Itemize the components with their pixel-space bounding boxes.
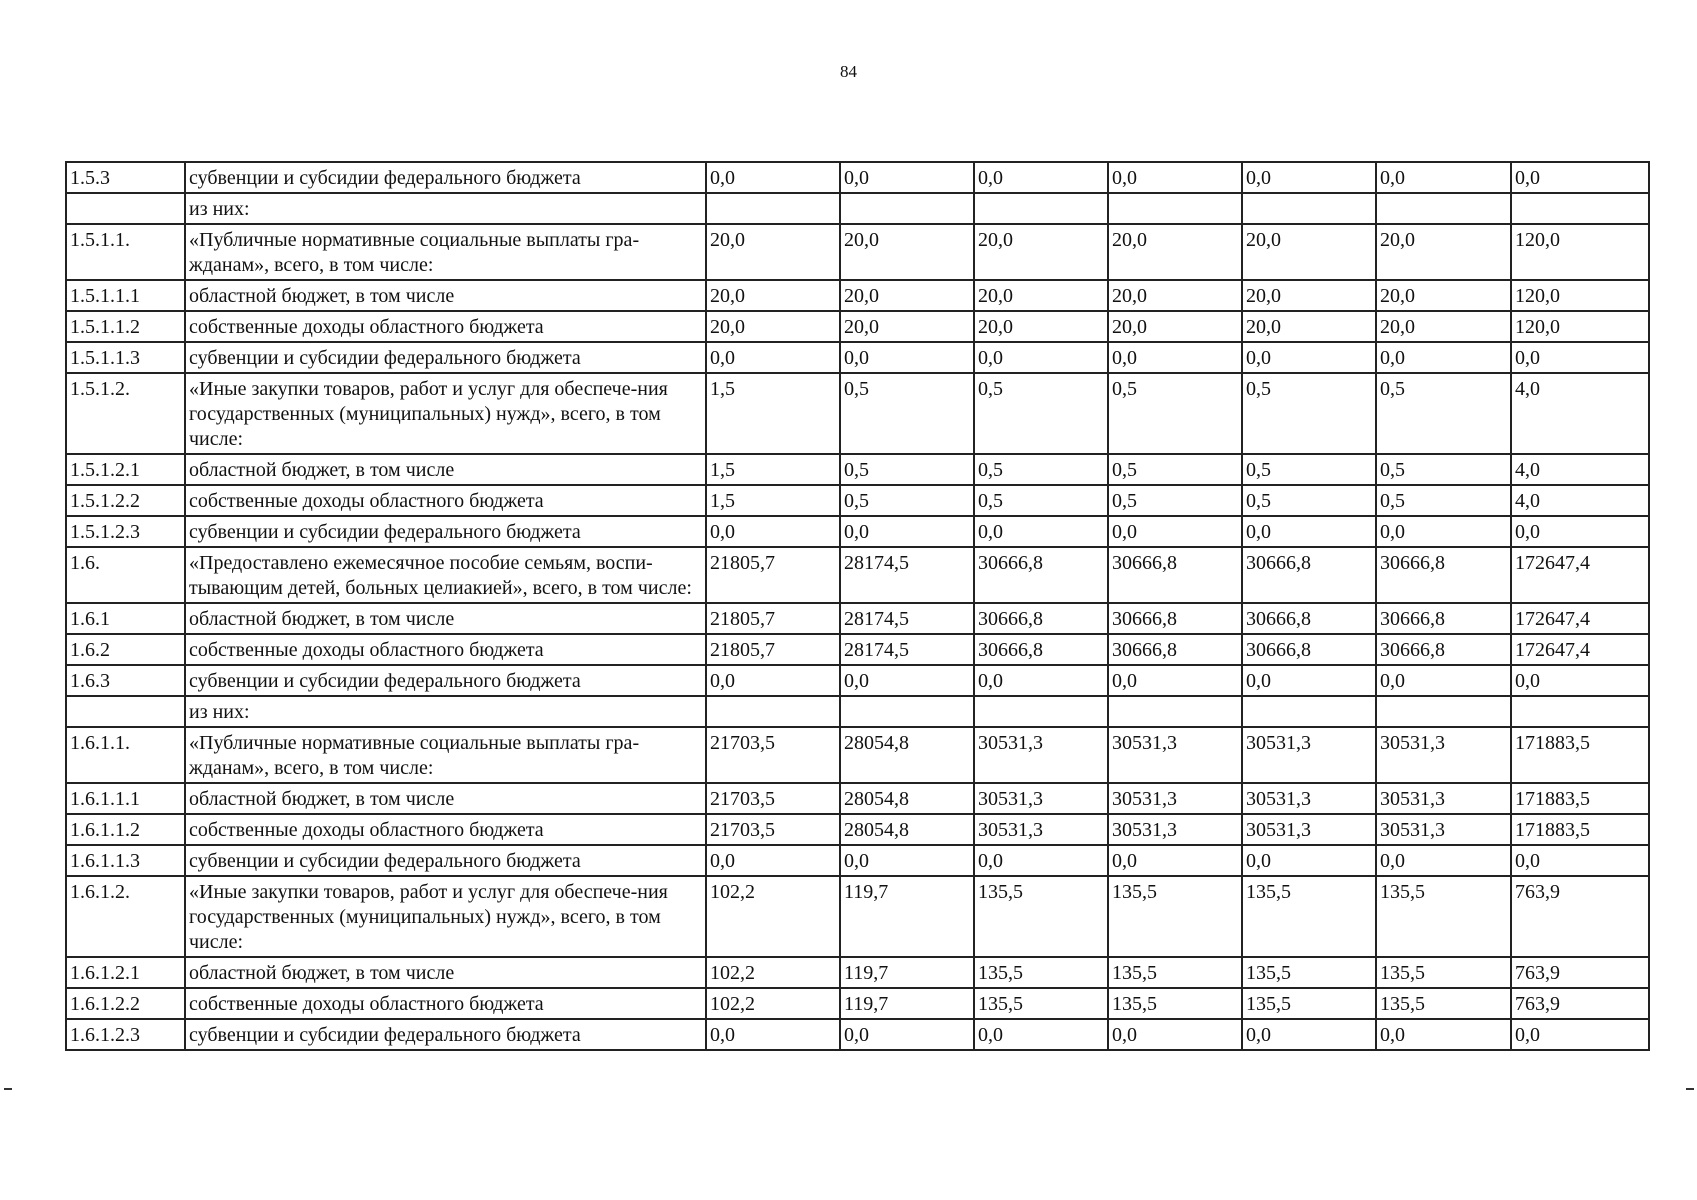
value-cell: 0,0 (974, 342, 1108, 373)
value-cell: 135,5 (1242, 876, 1376, 957)
value-cell: 0,0 (1511, 516, 1649, 547)
value-cell: 135,5 (1376, 957, 1511, 988)
value-cell: 102,2 (706, 988, 840, 1019)
row-code: 1.5.3 (66, 162, 185, 193)
value-cell: 135,5 (1376, 988, 1511, 1019)
value-cell: 30666,8 (1242, 634, 1376, 665)
value-cell: 20,0 (974, 311, 1108, 342)
value-cell: 20,0 (1108, 224, 1242, 280)
value-cell: 763,9 (1511, 876, 1649, 957)
value-cell (1511, 696, 1649, 727)
row-description: «Предоставлено ежемесячное пособие семьям, воспи-тывающим детей, больных целиакией», всего, в том числе: (185, 547, 706, 603)
value-cell (1108, 696, 1242, 727)
value-cell (1108, 193, 1242, 224)
value-cell: 0,5 (840, 373, 974, 454)
right-margin-mark (1686, 1088, 1694, 1090)
value-cell (706, 696, 840, 727)
value-cell: 0,5 (1376, 454, 1511, 485)
value-cell: 0,0 (840, 516, 974, 547)
row-description: областной бюджет, в том числе (185, 957, 706, 988)
row-description: областной бюджет, в том числе (185, 280, 706, 311)
value-cell (1511, 193, 1649, 224)
value-cell: 20,0 (1376, 280, 1511, 311)
value-cell: 171883,5 (1511, 814, 1649, 845)
row-code: 1.6.1.2.2 (66, 988, 185, 1019)
value-cell: 171883,5 (1511, 783, 1649, 814)
row-code: 1.5.1.2.1 (66, 454, 185, 485)
value-cell: 30666,8 (974, 603, 1108, 634)
table-body (66, 162, 1649, 1050)
value-cell: 135,5 (1108, 957, 1242, 988)
value-cell: 0,0 (1376, 342, 1511, 373)
value-cell: 30531,3 (1242, 727, 1376, 783)
value-cell: 0,0 (1242, 1019, 1376, 1050)
value-cell: 20,0 (840, 311, 974, 342)
value-cell: 119,7 (840, 988, 974, 1019)
value-cell (1242, 696, 1376, 727)
value-cell: 30531,3 (974, 814, 1108, 845)
value-cell: 20,0 (1108, 280, 1242, 311)
table-row (66, 373, 1649, 454)
value-cell: 0,0 (1376, 845, 1511, 876)
value-cell: 30531,3 (1108, 814, 1242, 845)
value-cell: 0,5 (1242, 373, 1376, 454)
value-cell: 0,0 (1242, 342, 1376, 373)
value-cell (1376, 193, 1511, 224)
value-cell: 135,5 (974, 988, 1108, 1019)
row-description: из них: (185, 193, 706, 224)
table-row (66, 603, 1649, 634)
value-cell: 30666,8 (1108, 603, 1242, 634)
value-cell: 172647,4 (1511, 603, 1649, 634)
value-cell: 20,0 (840, 224, 974, 280)
value-cell: 0,0 (974, 516, 1108, 547)
value-cell: 20,0 (1242, 224, 1376, 280)
row-code: 1.5.1.1. (66, 224, 185, 280)
value-cell (1242, 193, 1376, 224)
value-cell: 30531,3 (1376, 783, 1511, 814)
value-cell: 30666,8 (1376, 634, 1511, 665)
value-cell: 171883,5 (1511, 727, 1649, 783)
value-cell: 30666,8 (1108, 547, 1242, 603)
table-row (66, 1019, 1649, 1050)
row-description: субвенции и субсидии федерального бюджета (185, 516, 706, 547)
value-cell: 30531,3 (974, 727, 1108, 783)
table-row (66, 162, 1649, 193)
value-cell: 1,5 (706, 373, 840, 454)
row-description: собственные доходы областного бюджета (185, 814, 706, 845)
value-cell: 0,5 (1242, 485, 1376, 516)
value-cell: 0,0 (1108, 162, 1242, 193)
value-cell: 135,5 (974, 876, 1108, 957)
value-cell: 1,5 (706, 485, 840, 516)
table-row (66, 485, 1649, 516)
row-description: собственные доходы областного бюджета (185, 634, 706, 665)
value-cell: 28174,5 (840, 603, 974, 634)
value-cell: 30531,3 (1242, 814, 1376, 845)
value-cell: 0,5 (974, 485, 1108, 516)
value-cell: 0,5 (974, 454, 1108, 485)
value-cell: 0,0 (1108, 342, 1242, 373)
row-description: субвенции и субсидии федерального бюджета (185, 1019, 706, 1050)
value-cell: 20,0 (1242, 280, 1376, 311)
value-cell: 0,5 (1376, 373, 1511, 454)
value-cell: 0,0 (706, 342, 840, 373)
value-cell: 0,5 (974, 373, 1108, 454)
value-cell: 20,0 (706, 311, 840, 342)
value-cell: 20,0 (1376, 311, 1511, 342)
value-cell: 0,5 (1242, 454, 1376, 485)
value-cell: 28054,8 (840, 727, 974, 783)
value-cell: 30531,3 (1108, 783, 1242, 814)
value-cell: 21703,5 (706, 814, 840, 845)
value-cell: 20,0 (840, 280, 974, 311)
value-cell: 0,0 (706, 665, 840, 696)
value-cell (1376, 696, 1511, 727)
value-cell: 28054,8 (840, 783, 974, 814)
value-cell: 119,7 (840, 876, 974, 957)
value-cell: 0,0 (1511, 845, 1649, 876)
value-cell: 0,0 (1511, 665, 1649, 696)
table-row (66, 193, 1649, 224)
value-cell: 0,0 (1376, 665, 1511, 696)
value-cell: 0,5 (840, 485, 974, 516)
table-row (66, 783, 1649, 814)
row-code: 1.5.1.1.1 (66, 280, 185, 311)
budget-table (65, 161, 1650, 1051)
value-cell: 0,0 (840, 1019, 974, 1050)
value-cell: 135,5 (1108, 988, 1242, 1019)
value-cell: 30666,8 (974, 634, 1108, 665)
value-cell: 4,0 (1511, 485, 1649, 516)
row-description: областной бюджет, в том числе (185, 454, 706, 485)
table-row (66, 988, 1649, 1019)
row-description: субвенции и субсидии федерального бюджета (185, 162, 706, 193)
row-code: 1.6.3 (66, 665, 185, 696)
value-cell: 120,0 (1511, 311, 1649, 342)
value-cell: 28054,8 (840, 814, 974, 845)
value-cell: 0,0 (1376, 516, 1511, 547)
table-row (66, 665, 1649, 696)
value-cell: 20,0 (706, 224, 840, 280)
value-cell: 0,0 (1511, 162, 1649, 193)
value-cell: 0,0 (974, 1019, 1108, 1050)
value-cell: 135,5 (1376, 876, 1511, 957)
value-cell (974, 696, 1108, 727)
value-cell: 0,0 (840, 845, 974, 876)
row-description: субвенции и субсидии федерального бюджета (185, 665, 706, 696)
row-description: областной бюджет, в том числе (185, 783, 706, 814)
value-cell: 0,0 (1242, 665, 1376, 696)
row-code: 1.6.1.1.3 (66, 845, 185, 876)
table-row (66, 727, 1649, 783)
value-cell (840, 193, 974, 224)
value-cell: 20,0 (706, 280, 840, 311)
row-description: областной бюджет, в том числе (185, 603, 706, 634)
value-cell: 30531,3 (974, 783, 1108, 814)
value-cell: 1,5 (706, 454, 840, 485)
value-cell: 0,0 (974, 665, 1108, 696)
value-cell: 119,7 (840, 957, 974, 988)
table-row (66, 454, 1649, 485)
value-cell: 28174,5 (840, 634, 974, 665)
value-cell: 30666,8 (1376, 547, 1511, 603)
value-cell: 0,0 (840, 162, 974, 193)
value-cell: 0,5 (840, 454, 974, 485)
table-row (66, 547, 1649, 603)
row-description: из них: (185, 696, 706, 727)
value-cell: 0,5 (1376, 485, 1511, 516)
value-cell: 21805,7 (706, 634, 840, 665)
value-cell: 21805,7 (706, 603, 840, 634)
value-cell: 21703,5 (706, 783, 840, 814)
value-cell: 30666,8 (1242, 603, 1376, 634)
value-cell: 0,0 (706, 516, 840, 547)
value-cell: 0,5 (1108, 373, 1242, 454)
value-cell (840, 696, 974, 727)
value-cell: 0,5 (1108, 485, 1242, 516)
value-cell: 102,2 (706, 876, 840, 957)
value-cell: 102,2 (706, 957, 840, 988)
value-cell: 0,0 (1511, 1019, 1649, 1050)
value-cell: 763,9 (1511, 988, 1649, 1019)
value-cell: 4,0 (1511, 373, 1649, 454)
value-cell: 135,5 (1242, 988, 1376, 1019)
row-code (66, 193, 185, 224)
table-row (66, 224, 1649, 280)
row-description: субвенции и субсидии федерального бюджета (185, 845, 706, 876)
value-cell: 30531,3 (1376, 727, 1511, 783)
value-cell: 172647,4 (1511, 547, 1649, 603)
row-code: 1.6.1.2. (66, 876, 185, 957)
table-row (66, 516, 1649, 547)
left-margin-mark (4, 1088, 12, 1090)
row-code: 1.6.1.1. (66, 727, 185, 783)
value-cell: 0,0 (974, 845, 1108, 876)
table-row (66, 342, 1649, 373)
value-cell: 0,0 (706, 162, 840, 193)
row-code: 1.5.1.1.2 (66, 311, 185, 342)
value-cell: 0,0 (840, 665, 974, 696)
value-cell: 0,0 (1511, 342, 1649, 373)
row-code: 1.5.1.2.3 (66, 516, 185, 547)
value-cell: 0,0 (840, 342, 974, 373)
value-cell: 135,5 (1108, 876, 1242, 957)
value-cell: 0,0 (974, 162, 1108, 193)
row-description: «Иные закупки товаров, работ и услуг для обеспече-ния государственных (муниципальных) нужд», всего, в том числе: (185, 373, 706, 454)
row-code (66, 696, 185, 727)
value-cell: 20,0 (974, 280, 1108, 311)
value-cell: 0,0 (1376, 1019, 1511, 1050)
value-cell: 30531,3 (1376, 814, 1511, 845)
row-description: «Иные закупки товаров, работ и услуг для обеспече-ния государственных (муниципальных) нужд», всего, в том числе: (185, 876, 706, 957)
row-code: 1.5.1.1.3 (66, 342, 185, 373)
value-cell: 120,0 (1511, 224, 1649, 280)
row-description: «Публичные нормативные социальные выплаты гра-жданам», всего, в том числе: (185, 727, 706, 783)
value-cell: 0,0 (1108, 516, 1242, 547)
value-cell: 20,0 (1242, 311, 1376, 342)
row-code: 1.6.1.2.3 (66, 1019, 185, 1050)
value-cell: 0,0 (1242, 162, 1376, 193)
row-description: собственные доходы областного бюджета (185, 485, 706, 516)
row-description: собственные доходы областного бюджета (185, 988, 706, 1019)
value-cell: 0,0 (706, 845, 840, 876)
page-number: 84 (840, 62, 857, 81)
value-cell: 30531,3 (1242, 783, 1376, 814)
value-cell (706, 193, 840, 224)
value-cell: 4,0 (1511, 454, 1649, 485)
value-cell: 21805,7 (706, 547, 840, 603)
value-cell: 30666,8 (1376, 603, 1511, 634)
value-cell: 0,0 (1242, 845, 1376, 876)
row-code: 1.6.1.2.1 (66, 957, 185, 988)
row-code: 1.6.1.1.1 (66, 783, 185, 814)
table-row (66, 814, 1649, 845)
table-row (66, 957, 1649, 988)
row-code: 1.5.1.2. (66, 373, 185, 454)
table-row (66, 876, 1649, 957)
table-row (66, 696, 1649, 727)
value-cell: 0,5 (1108, 454, 1242, 485)
value-cell: 172647,4 (1511, 634, 1649, 665)
value-cell: 20,0 (1108, 311, 1242, 342)
row-description: собственные доходы областного бюджета (185, 311, 706, 342)
table-row (66, 845, 1649, 876)
row-code: 1.6.1 (66, 603, 185, 634)
value-cell: 120,0 (1511, 280, 1649, 311)
value-cell: 21703,5 (706, 727, 840, 783)
table-row (66, 280, 1649, 311)
value-cell: 20,0 (974, 224, 1108, 280)
row-code: 1.5.1.2.2 (66, 485, 185, 516)
value-cell: 30666,8 (1242, 547, 1376, 603)
value-cell (974, 193, 1108, 224)
value-cell: 28174,5 (840, 547, 974, 603)
row-description: «Публичные нормативные социальные выплаты гра-жданам», всего, в том числе: (185, 224, 706, 280)
value-cell: 0,0 (1108, 665, 1242, 696)
value-cell: 30531,3 (1108, 727, 1242, 783)
row-description: субвенции и субсидии федерального бюджета (185, 342, 706, 373)
value-cell: 763,9 (1511, 957, 1649, 988)
row-code: 1.6. (66, 547, 185, 603)
value-cell: 0,0 (1376, 162, 1511, 193)
value-cell: 0,0 (706, 1019, 840, 1050)
value-cell: 0,0 (1108, 1019, 1242, 1050)
value-cell: 30666,8 (974, 547, 1108, 603)
value-cell: 20,0 (1376, 224, 1511, 280)
value-cell: 135,5 (1242, 957, 1376, 988)
row-code: 1.6.2 (66, 634, 185, 665)
table-row (66, 634, 1649, 665)
value-cell: 135,5 (974, 957, 1108, 988)
value-cell: 0,0 (1108, 845, 1242, 876)
row-code: 1.6.1.1.2 (66, 814, 185, 845)
value-cell: 30666,8 (1108, 634, 1242, 665)
table-row (66, 311, 1649, 342)
value-cell: 0,0 (1242, 516, 1376, 547)
